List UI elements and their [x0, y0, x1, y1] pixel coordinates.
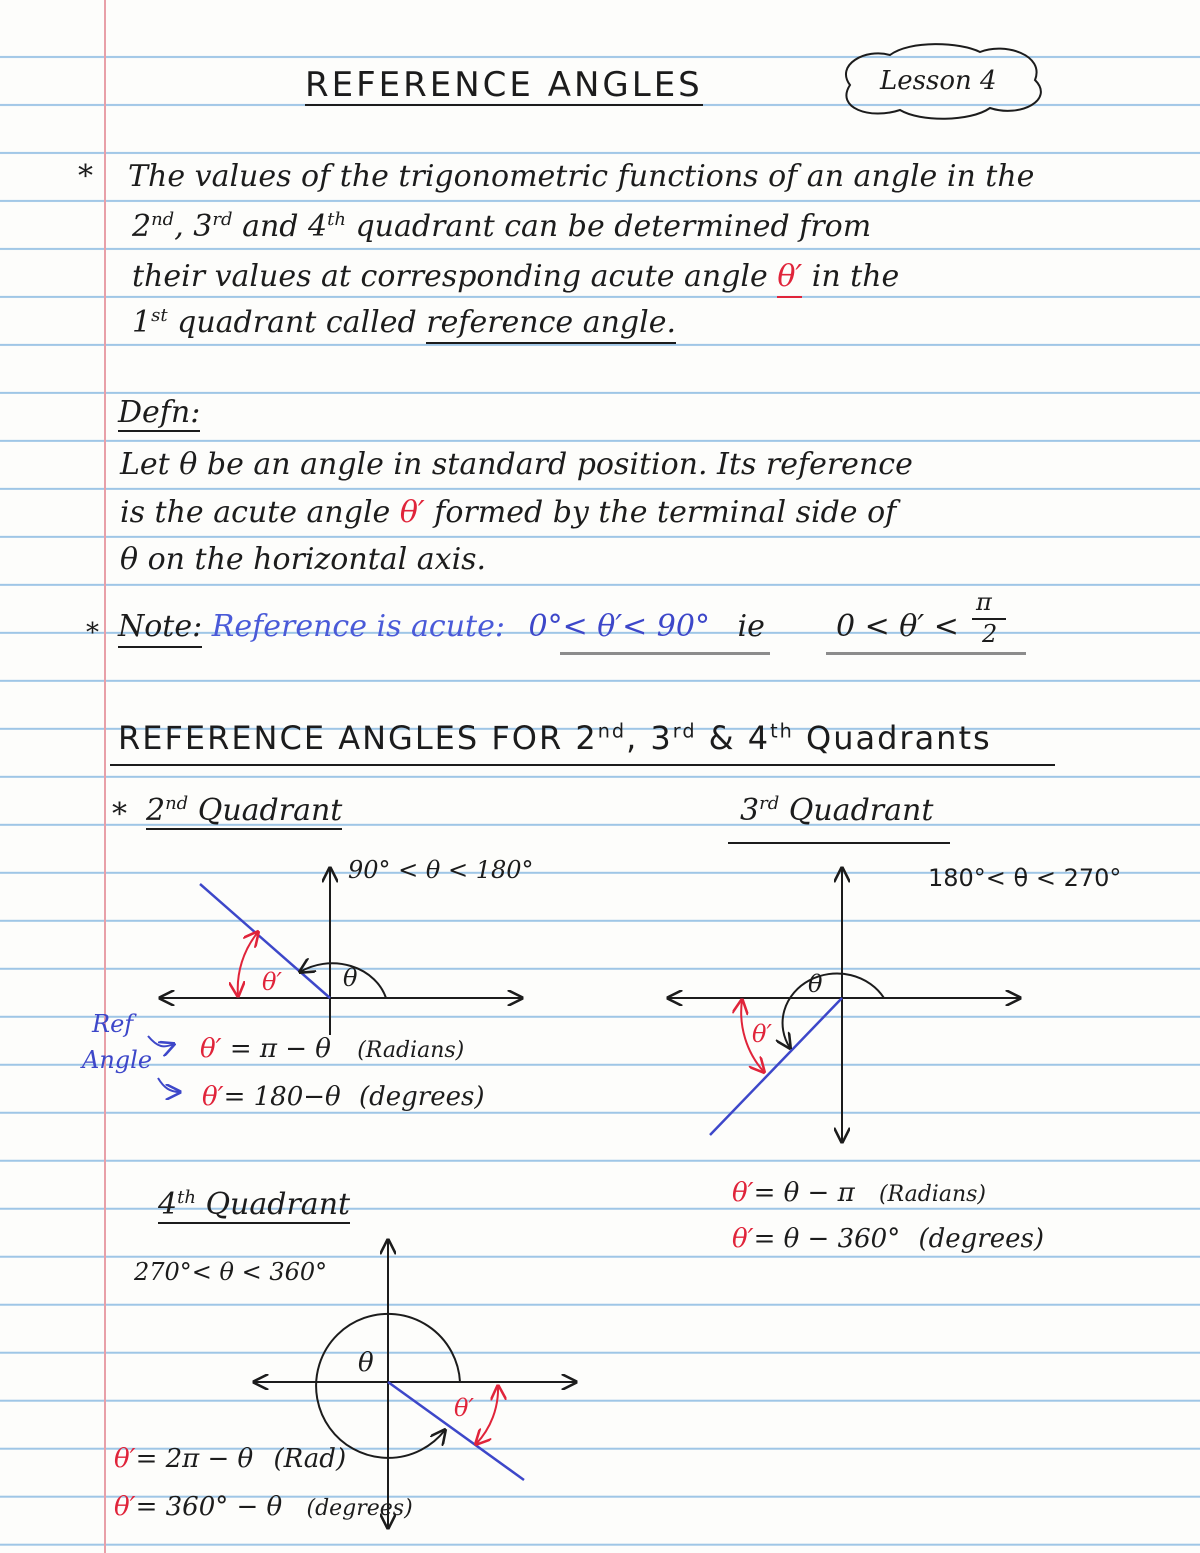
q2-ref-label: Ref	[92, 1010, 134, 1038]
q4-formula-radians: θ′= 2π − θ (Rad)	[114, 1444, 347, 1474]
definition-heading: Defn:	[118, 395, 201, 430]
q2-range: 90° < θ < 180°	[348, 856, 534, 884]
q2-ref-arc	[238, 932, 258, 996]
q2-bullet: *	[112, 797, 127, 832]
note-bullet: *	[86, 618, 99, 648]
q2-angle-label: Angle	[82, 1046, 153, 1074]
q4-ref-arc	[476, 1386, 498, 1444]
q3-theta-arc	[783, 970, 884, 1048]
q4-range: 270°< θ < 360°	[134, 1258, 328, 1286]
note-underline-1	[560, 652, 770, 655]
q2-ref-arrows	[140, 1030, 200, 1110]
definition-line-3: θ on the horizontal axis.	[120, 542, 487, 577]
q3-title-underline	[728, 842, 950, 844]
q4-formula-degrees: θ′= 360° − θ (degrees)	[114, 1492, 413, 1522]
note-line: Note: Reference is acute: 0°< θ′< 90° ie	[118, 612, 765, 642]
intro-line-3: their values at corresponding acute angle θ′ in the	[132, 262, 899, 292]
q2-formula-radians: θ′ = π − θ (Radians)	[200, 1034, 465, 1064]
intro-bullet: *	[78, 159, 93, 194]
q3-theta: θ	[808, 970, 823, 998]
q3-title: 3rd Quadrant	[740, 793, 934, 828]
note-underline-2	[826, 652, 1026, 655]
q3-diagram	[660, 860, 1040, 1150]
lesson-badge: Lesson 4	[880, 66, 997, 96]
q3-terminal-side	[710, 998, 842, 1135]
q2-formula-degrees: θ′= 180−θ (degrees)	[202, 1082, 485, 1112]
q3-theta-prime: θ′	[752, 1020, 772, 1048]
note-pi: π	[976, 588, 992, 616]
q3-range: 180°< θ < 270°	[928, 864, 1122, 892]
page-title: REFERENCE ANGLES	[305, 65, 703, 105]
section-heading-underline	[110, 764, 1055, 766]
note-two: 2	[982, 620, 998, 648]
intro-line-2: 2nd, 3rd and 4th quadrant can be determined from	[132, 209, 872, 244]
q2-theta-prime: θ′	[262, 968, 282, 996]
q3-formula-radians: θ′= θ − π (Radians)	[732, 1178, 986, 1208]
note-radian-inequality: 0 < θ′ <	[836, 609, 959, 644]
q4-title: 4th Quadrant	[158, 1187, 351, 1222]
intro-line-4: 1st quadrant called reference angle.	[132, 308, 676, 338]
reference-angle-term: reference angle.	[426, 305, 676, 344]
q2-diagram	[150, 856, 550, 1040]
definition-line-2: is the acute angle θ′ formed by the terminal side of	[120, 495, 897, 530]
q2-theta: θ	[343, 964, 358, 992]
section-heading: REFERENCE ANGLES FOR 2nd, 3rd & 4th Quadrants	[118, 719, 992, 757]
q2-title: 2nd Quadrant	[146, 793, 343, 828]
q4-theta: θ	[358, 1348, 374, 1378]
intro-line-1: The values of the trigonometric functions of an angle in the	[128, 159, 1035, 194]
definition-line-1: Let θ be an angle in standard position. Its reference	[120, 447, 913, 482]
q4-theta-prime: θ′	[454, 1394, 474, 1422]
q3-formula-degrees: θ′= θ − 360° (degrees)	[732, 1224, 1044, 1254]
q4-diagram	[240, 1232, 600, 1532]
